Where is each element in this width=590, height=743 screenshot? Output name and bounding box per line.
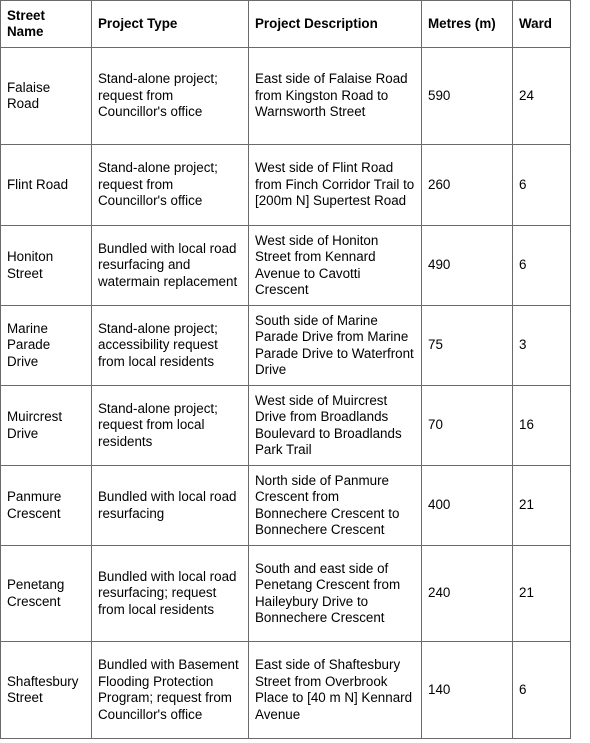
cell-project-type: Bundled with local road resurfacing — [92, 466, 249, 546]
cell-project-description: West side of Muircrest Drive from Broadlands Boulevard to Broadlands Park Trail — [249, 386, 422, 466]
cell-street-name: Muircrest Drive — [1, 386, 92, 466]
cell-ward: 6 — [513, 642, 571, 739]
table-row — [1, 306, 571, 386]
cell-project-type: Stand-alone project; request from Councillor's office — [92, 48, 249, 145]
cell-metres: 140 — [422, 642, 513, 739]
cell-project-description: West side of Flint Road from Finch Corridor Trail to [200m N] Supertest Road — [249, 145, 422, 226]
cell-street-name: Falaise Road — [1, 48, 92, 145]
cell-project-description: South and east side of Penetang Crescent from Haileybury Drive to Bonnechere Crescent — [249, 546, 422, 642]
table-row — [1, 48, 571, 145]
cell-street-name: Honiton Street — [1, 226, 92, 306]
cell-ward: 24 — [513, 48, 571, 145]
cell-ward: 6 — [513, 145, 571, 226]
cell-project-description: North side of Panmure Crescent from Bonnechere Crescent to Bonnechere Crescent — [249, 466, 422, 546]
cell-metres: 240 — [422, 546, 513, 642]
table-row — [1, 466, 571, 546]
table-header-row — [1, 1, 571, 48]
cell-street-name: Marine Parade Drive — [1, 306, 92, 386]
cell-ward: 6 — [513, 226, 571, 306]
cell-project-type: Bundled with local road resurfacing; request from local residents — [92, 546, 249, 642]
cell-ward: 21 — [513, 546, 571, 642]
cell-ward: 21 — [513, 466, 571, 546]
cell-project-type: Bundled with Basement Flooding Protection Program; request from Councillor's office — [92, 642, 249, 739]
cell-metres: 75 — [422, 306, 513, 386]
cell-project-description: East side of Falaise Road from Kingston Road to Warnsworth Street — [249, 48, 422, 145]
table-row — [1, 642, 571, 739]
cell-project-type: Stand-alone project; request from local residents — [92, 386, 249, 466]
cell-ward: 16 — [513, 386, 571, 466]
cell-street-name: Flint Road — [1, 145, 92, 226]
cell-metres: 490 — [422, 226, 513, 306]
cell-project-type: Stand-alone project; request from Councillor's office — [92, 145, 249, 226]
cell-ward: 3 — [513, 306, 571, 386]
cell-project-description: West side of Honiton Street from Kennard Avenue to Cavotti Crescent — [249, 226, 422, 306]
table-row — [1, 145, 571, 226]
cell-metres: 590 — [422, 48, 513, 145]
cell-project-description: South side of Marine Parade Drive from Marine Parade Drive to Waterfront Drive — [249, 306, 422, 386]
cell-metres: 70 — [422, 386, 513, 466]
cell-street-name: Panmure Crescent — [1, 466, 92, 546]
header-ward: Ward — [513, 1, 571, 48]
cell-project-description: East side of Shaftesbury Street from Overbrook Place to [40 m N] Kennard Avenue — [249, 642, 422, 739]
table-row — [1, 226, 571, 306]
cell-project-type: Stand-alone project; accessibility request from local residents — [92, 306, 249, 386]
header-street-name: Street Name — [1, 1, 92, 48]
header-project-type: Project Type — [92, 1, 249, 48]
table-row — [1, 386, 571, 466]
cell-metres: 400 — [422, 466, 513, 546]
header-project-description: Project Description — [249, 1, 422, 48]
cell-project-type: Bundled with local road resurfacing and watermain replacement — [92, 226, 249, 306]
header-metres: Metres (m) — [422, 1, 513, 48]
cell-street-name: Shaftesbury Street — [1, 642, 92, 739]
table-row — [1, 546, 571, 642]
cell-street-name: Penetang Crescent — [1, 546, 92, 642]
cell-metres: 260 — [422, 145, 513, 226]
